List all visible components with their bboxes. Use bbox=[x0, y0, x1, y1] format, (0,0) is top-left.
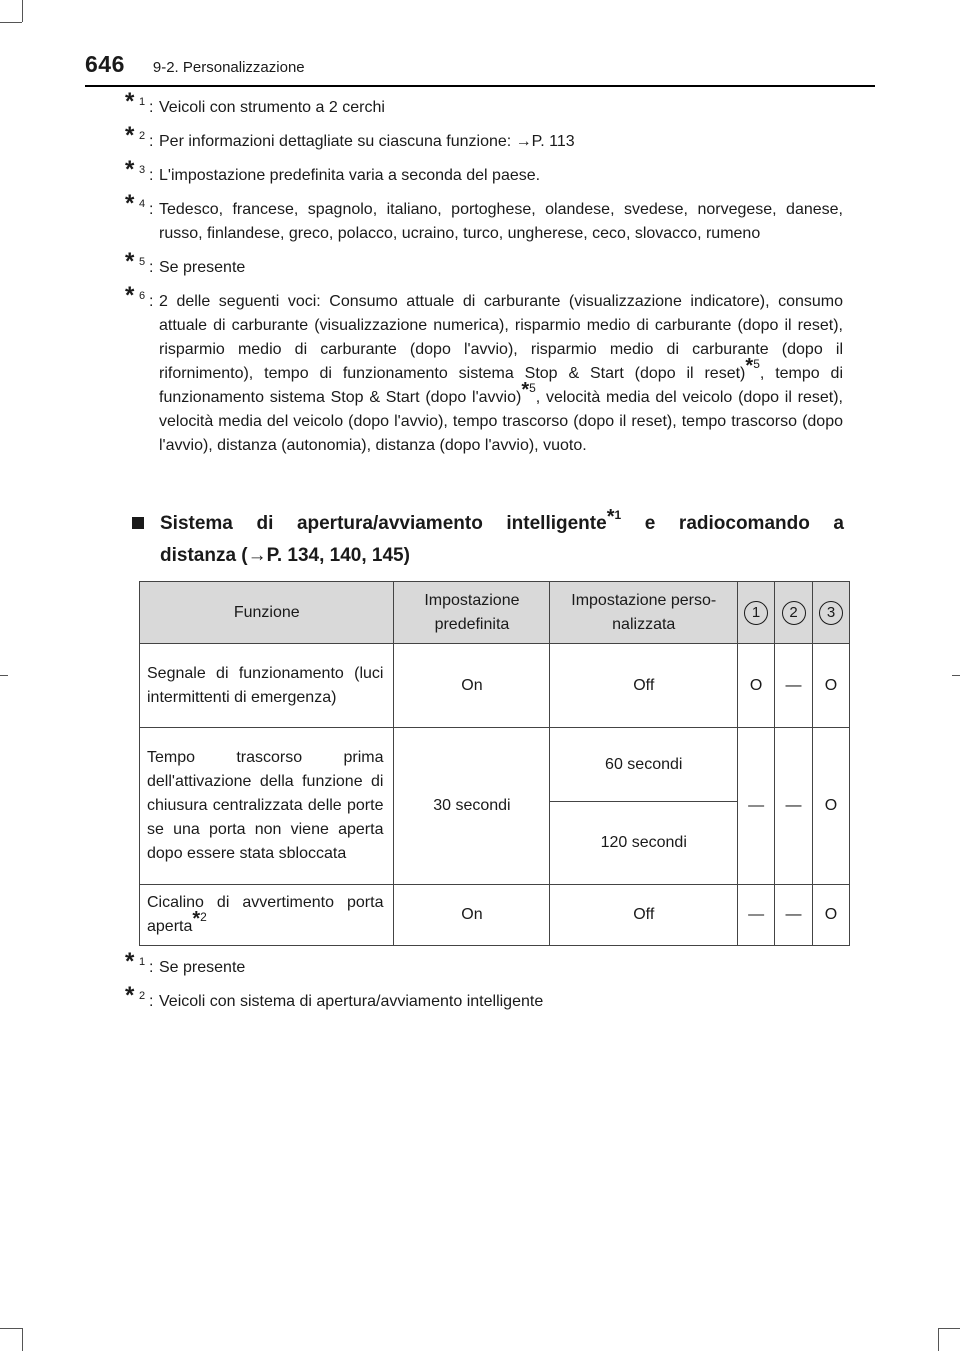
crop-mark bbox=[952, 675, 960, 676]
cell-funzione: Segnale di funzionamento (luci intermittenti di emergenza) bbox=[140, 644, 394, 728]
cell-personalizzata: Off bbox=[550, 885, 738, 946]
crop-mark bbox=[0, 675, 8, 676]
header-rule bbox=[85, 85, 875, 87]
cell-col-1: — bbox=[738, 885, 775, 946]
asterisk: * bbox=[745, 355, 754, 377]
square-bullet-icon bbox=[132, 517, 144, 529]
cell-funzione bbox=[140, 885, 394, 946]
footnote: * 6 : 2 delle seguenti voci: Consumo attuale di carburante (visualizzazione indicatore), consumo attuale di carburante (visualizzazione numerica), risparmio medio di carburante (dopo il reset), risparmio medio di carburante (dopo l'avvio), risparmio medio di carburante (dopo il rifornimento), tempo di funzionamento sistema Stop & Start (dopo il reset)*$^5$, tempo di funzionamento sistema Stop & Start (dopo l'avvio)*$^5$, velocità media del veicolo (dopo il reset), velocità media del veicolo (dopo l'avvio), tempo trascorso (dopo il reset), tempo trascorso (dopo l'avvio), distanza (autonomia), distanza (dopo l'avvio), vuoto. bbox=[125, 282, 844, 454]
heading-line-1 bbox=[132, 508, 844, 540]
cell-col-3: O bbox=[812, 728, 849, 885]
cell-personalizzata: 60 secondi bbox=[550, 728, 738, 802]
footnote-number: 3 bbox=[139, 164, 146, 176]
asterisk: * bbox=[125, 156, 135, 183]
footnote-text: Veicoli con strumento a 2 cerchi bbox=[159, 99, 385, 116]
heading-text: Sistema di apertura/avviamento intelligente bbox=[160, 513, 607, 534]
cell-col-2: — bbox=[775, 885, 813, 946]
cell-personalizzata: Off bbox=[550, 644, 738, 728]
footnote-text: Se presente bbox=[159, 959, 246, 976]
footnote-ref: 1 bbox=[614, 508, 622, 522]
cell-predefinita: On bbox=[394, 644, 550, 728]
footnote-text: , tempo di funzionamento sistema Stop & Start (dopo l'avvio) bbox=[159, 365, 844, 406]
footnote-text: Veicoli con sistema di apertura/avviamento intelligente bbox=[159, 993, 544, 1010]
table-row bbox=[140, 728, 850, 802]
crop-mark bbox=[0, 22, 22, 23]
footnote-text: Per informazioni dettagliate su ciascuna funzione: →P. 113 bbox=[159, 133, 575, 150]
footnote-ref: 5 bbox=[753, 357, 760, 371]
crop-mark bbox=[0, 1328, 22, 1329]
footnote: * 5 : Se presente bbox=[125, 248, 246, 276]
circled-2-icon: 2 bbox=[782, 601, 806, 625]
page-number: 646 bbox=[85, 51, 125, 77]
asterisk: * bbox=[125, 948, 135, 975]
cell-predefinita: 30 secondi bbox=[394, 728, 550, 885]
crop-mark bbox=[938, 1328, 939, 1351]
footnote-text: Tedesco, francese, spagnolo, italiano, portoghese, olandese, svedese, norvegese, danese, russo, finlandese, greco, polacco, ucraino, turco, ungherese, ceco, slovacco, rumeno bbox=[159, 201, 843, 242]
footnote-text: , velocità media del veicolo (dopo il reset), velocità media del veicolo (dopo l'avvio), tempo trascorso (dopo il reset), tempo trascorso (dopo l'avvio), distanza (autonomia), distanza (dopo l'avvio), vuoto. bbox=[159, 389, 844, 454]
asterisk: * bbox=[125, 88, 135, 115]
header-col-3 bbox=[812, 582, 849, 644]
footnote-number: 4 bbox=[139, 198, 146, 210]
crop-mark bbox=[22, 1328, 23, 1351]
footnote: * 1 : Veicoli con strumento a 2 cerchi bbox=[125, 88, 385, 116]
asterisk: * bbox=[125, 248, 135, 275]
table-header-row bbox=[140, 582, 850, 644]
footnote-ref: 5 bbox=[529, 381, 536, 395]
cell-personalizzata: 120 secondi bbox=[550, 802, 738, 885]
footnote-text: 2 delle seguenti voci: Consumo attuale di carburante (visualizzazione indicatore), consumo attuale di carburante (visualizzazione numerica), risparmio medio di carburante (dopo il reset), risparmio medio di carburante (dopo l'avvio), risparmio medio di carburante (dopo il rifornimento), tempo di funzionamento sistema Stop & Start (dopo il reset) bbox=[159, 293, 843, 382]
footnote-number: 2 bbox=[139, 130, 146, 142]
cell-predefinita: On bbox=[394, 885, 550, 946]
cell-col-3: O bbox=[812, 644, 849, 728]
cell-col-1: — bbox=[738, 728, 775, 885]
footnote: * 2 : Per informazioni dettagliate su ciascuna funzione: →P. 113 bbox=[125, 122, 575, 150]
settings-table bbox=[139, 581, 850, 946]
cell-col-2: — bbox=[775, 728, 813, 885]
footnote: * 4 : Tedesco, francese, spagnolo, italiano, portoghese, olandese, svedese, norvegese, danese, russo, finlandese, greco, polacco, ucraino, turco, ungherese, ceco, slovacco, rumeno bbox=[125, 190, 843, 242]
footnote-number: 5 bbox=[139, 256, 146, 268]
asterisk: * bbox=[521, 379, 530, 401]
header-personalizzata: Impostazione personalizzata bbox=[550, 582, 738, 644]
header-col-2 bbox=[775, 582, 813, 644]
footnote-number: 1 bbox=[139, 96, 146, 108]
footnote-ref: 2 bbox=[200, 910, 207, 924]
cell-col-1: O bbox=[738, 644, 775, 728]
cell-funzione: Tempo trascorso prima dell'attivazione della funzione di chiusura centralizzata delle porte se una porta non viene aperta dopo essere stata sbloccata bbox=[140, 728, 394, 885]
header-predefinita: Impostazione predefinita bbox=[394, 582, 550, 644]
footnote: * 1 : Se presente bbox=[125, 948, 246, 976]
cell-col-3: O bbox=[812, 885, 849, 946]
asterisk: * bbox=[125, 122, 135, 149]
footnote-number: 1 bbox=[139, 956, 146, 968]
header-col-1 bbox=[738, 582, 775, 644]
footnote-number: 2 bbox=[139, 990, 146, 1002]
crop-mark bbox=[22, 0, 23, 22]
footnote: * 3 : L'impostazione predefinita varia a seconda del paese. bbox=[125, 156, 541, 184]
table-row bbox=[140, 885, 850, 946]
table-row bbox=[140, 644, 850, 728]
asterisk: * bbox=[606, 506, 615, 528]
footnote-number: 6 bbox=[139, 290, 146, 302]
footnote: * 2 : Veicoli con sistema di apertura/avviamento intelligente bbox=[125, 982, 544, 1010]
asterisk: * bbox=[125, 190, 135, 217]
circled-1-icon: 1 bbox=[744, 601, 768, 625]
asterisk: * bbox=[125, 282, 135, 309]
footnote-text: L'impostazione predefinita varia a seconda del paese. bbox=[159, 167, 541, 184]
footnotes-top bbox=[125, 88, 844, 468]
crop-mark bbox=[938, 1328, 960, 1329]
footnotes-bottom bbox=[125, 948, 843, 1024]
header-funzione: Funzione bbox=[140, 582, 394, 644]
circled-3-icon: 3 bbox=[819, 601, 843, 625]
cell-text: Cicalino di avvertimento porta aperta bbox=[147, 894, 384, 935]
page-header bbox=[85, 44, 305, 78]
section-heading bbox=[132, 508, 844, 572]
cell-col-2: — bbox=[775, 644, 813, 728]
heading-line-2: distanza (→P. 134, 140, 145) bbox=[160, 545, 410, 566]
heading-text: e radiocomando a bbox=[621, 513, 844, 534]
asterisk: * bbox=[125, 982, 135, 1009]
section-title: 9-2. Personalizzazione bbox=[152, 59, 305, 76]
asterisk: * bbox=[192, 908, 201, 930]
footnote-text: Se presente bbox=[159, 259, 246, 276]
